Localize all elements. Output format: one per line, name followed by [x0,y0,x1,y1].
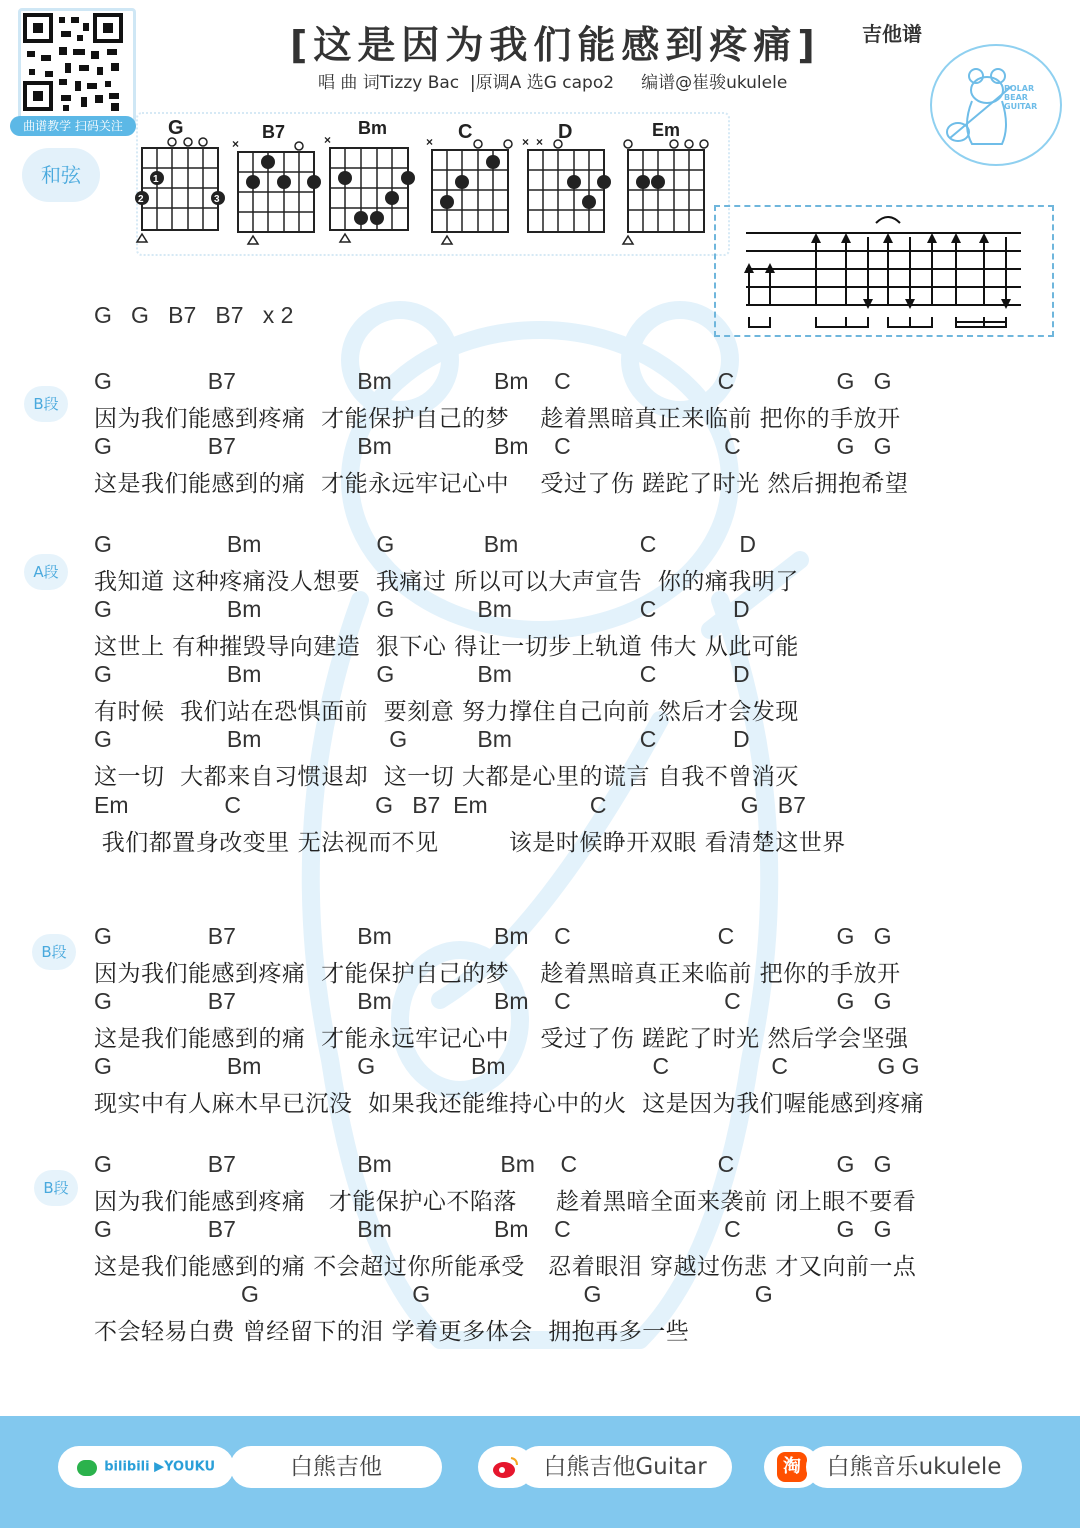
svg-text:1: 1 [153,174,159,185]
strum-pattern-frame [714,205,1054,337]
qr-icon [21,11,127,115]
lyric-line: 这是我们能感到的痛 才能永远牢记心中 受过了伤 蹉跎了时光 然后拥抱希望 [94,471,909,497]
lyric-line: 这是我们能感到的痛 不会超过你所能承受 忍着眼泪 穿越过伤悲 才又向前一点 [94,1254,917,1280]
title-tag: 吉他谱 [862,22,922,46]
song-title: [这是因为我们能感到疼痛] [290,23,821,67]
svg-text:×: × [536,135,544,149]
chord-diagram-b7 [232,122,321,244]
chord-diagram-em [623,120,708,244]
chord-line: G Bm G Bm C D [94,661,750,687]
lyric-line: 我们都置身改变里 无法视而不见 该是时候睁开双眼 看清楚这世界 [94,830,846,856]
lyric-line: 因为我们能感到疼痛 才能保护心不陷落 趁着黑暗全面来袭前 闭上眼不要看 [94,1189,917,1215]
footer-link-weibo[interactable]: 白熊吉他Guitar [518,1446,732,1488]
lyric-line: 这一切 大都来自习惯退却 这一切 大都是心里的谎言 自我不曾消灭 [94,764,799,790]
chord-name-b7: B7 [262,122,286,142]
svg-text:×: × [426,135,434,149]
chord-line: G B7 Bm Bm C C G G [94,433,892,459]
chord-name-c: C [458,121,473,143]
qr-caption: 曲谱教学 扫码关注 [10,116,136,136]
chord-line: G B7 Bm Bm C C G G [94,1151,892,1177]
lyric-line: 我知道 这种疼痛没人想要 我痛过 所以可以大声宣告 你的痛我明了 [94,569,799,595]
wechat-icon [77,1460,97,1476]
chord-line: G G G G [94,1281,773,1307]
chord-name-bm: Bm [358,118,388,138]
chord-name-g: G [168,117,184,139]
lyric-line: 现实中有人麻木早已沉没 如果我还能维持心中的火 这是因为我们喔能感到疼痛 [94,1091,925,1117]
svg-text:2: 2 [138,194,144,205]
strum-pattern [716,207,1052,335]
bear-guitar-icon [932,46,1060,164]
chord-line: G Bm G Bm C D [94,531,756,557]
lyric-line: 因为我们能感到疼痛 才能保护自己的梦 趁着黑暗真正来临前 把你的手放开 [94,406,901,432]
intro-chords: G G B7 B7 x 2 [94,302,294,328]
section-badge-a: A段 [24,554,68,590]
chord-line: Em C G B7 Em C G B7 [94,792,806,818]
svg-text:×: × [324,133,332,147]
lyric-line: 不会轻易白费 曾经留下的泪 学着更多体会 拥抱再多一些 [94,1319,690,1345]
chord-line: G B7 Bm Bm C C G G [94,923,892,949]
section-badge-b-3: B段 [34,1170,78,1206]
chord-name-em: Em [652,120,681,140]
chord-line: G B7 Bm Bm C C G G [94,1216,892,1242]
svg-text:×: × [522,135,530,149]
section-badge-b-1: B段 [24,386,68,422]
chord-diagram-g [135,117,225,242]
chord-diagram-bm [324,118,415,242]
section-badge-b-2: B段 [32,934,76,970]
chord-line: G Bm G Bm C C G G [94,1053,920,1079]
chord-name-d: D [558,121,573,143]
footer-link-baixiong-guitar[interactable]: 白熊吉他 [230,1446,442,1488]
bilibili-youku-icons: bilibili ▶YOUKU [104,1459,216,1475]
qr-code[interactable] [18,8,136,124]
chord-section-badge: 和弦 [22,148,100,202]
lyric-line: 有时候 我们站在恐惧面前 要刻意 努力撑住自己向前 然后才会发现 [94,699,799,725]
chord-diagram-c [426,121,512,244]
taobao-icon[interactable]: 淘 [764,1446,820,1488]
svg-text:×: × [232,137,240,151]
svg-text:3: 3 [214,194,220,205]
song-credits: 唱 曲 词Tizzy Bac |原调A 选G capo2 编谱@崔骏ukulele [318,73,788,93]
polar-bear-logo [930,44,1062,166]
footer-link-taobao[interactable]: 白熊音乐ukulele [806,1446,1022,1488]
chord-line: G B7 Bm Bm C C G G [94,368,892,394]
chord-diagram-d [522,121,611,232]
lyric-line: 这世上 有种摧毁导向建造 狠下心 得让一切步上轨道 伟大 从此可能 [94,634,799,660]
lyric-line: 这是我们能感到的痛 才能永远牢记心中 受过了伤 蹉跎了时光 然后学会坚强 [94,1026,909,1052]
chord-line: G Bm G Bm C D [94,726,750,752]
chord-line: G B7 Bm Bm C C G G [94,988,892,1014]
chord-diagrams [130,112,730,252]
chord-line: G Bm G Bm C D [94,596,750,622]
lyric-line: 因为我们能感到疼痛 才能保护自己的梦 趁着黑暗真正来临前 把你的手放开 [94,961,901,987]
video-platform-pill[interactable] [58,1446,234,1488]
logo-text: POLAR BEAR GUITAR [1004,84,1038,111]
